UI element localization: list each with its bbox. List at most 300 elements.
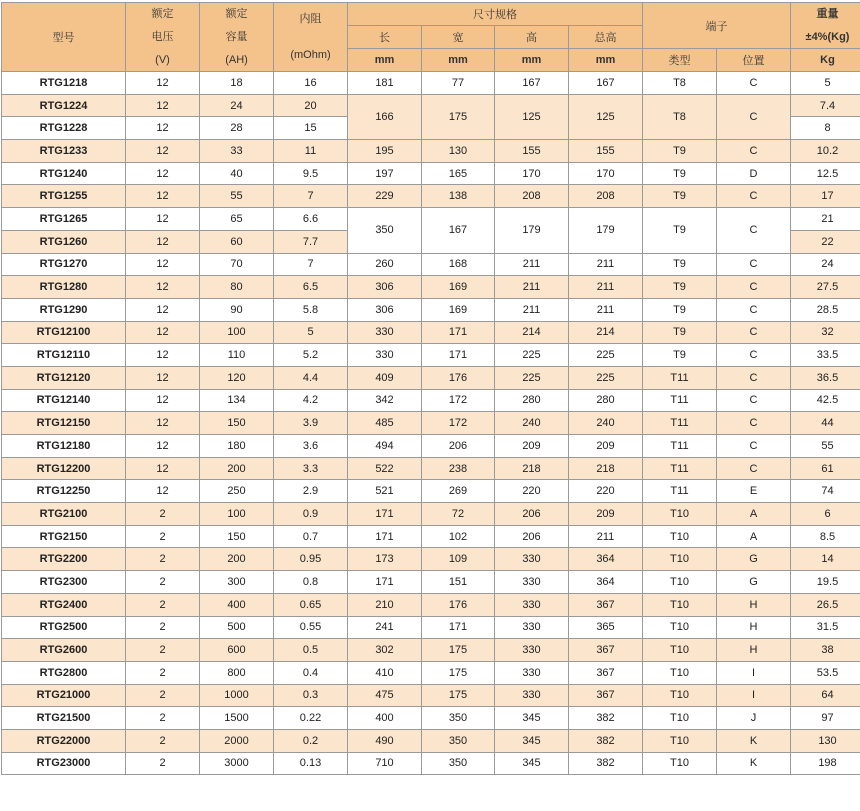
header-weight	[791, 3, 860, 49]
table-row	[2, 729, 860, 752]
table-row	[2, 253, 860, 276]
cell-capacity: 70	[200, 253, 274, 276]
cell-resistance: 15	[274, 117, 348, 140]
table-row	[2, 162, 860, 185]
cell-length: 241	[348, 616, 422, 639]
table-row	[2, 571, 860, 594]
cell-voltage: 12	[126, 389, 200, 412]
cell-height: 179	[495, 208, 569, 253]
cell-total-height: 365	[569, 616, 643, 639]
table-row	[2, 94, 860, 117]
cell-terminal-type: T10	[643, 707, 717, 730]
cell-total-height: 211	[569, 253, 643, 276]
cell-terminal-position: C	[717, 366, 791, 389]
cell-width: 167	[422, 208, 495, 253]
cell-terminal-type: T10	[643, 503, 717, 526]
header-resistance-label: 内阻	[274, 8, 347, 30]
table-row	[2, 321, 860, 344]
cell-resistance: 0.3	[274, 684, 348, 707]
cell-terminal-position: C	[717, 253, 791, 276]
cell-terminal-position: C	[717, 94, 791, 139]
cell-capacity: 2000	[200, 729, 274, 752]
cell-model: RTG2400	[2, 593, 126, 616]
cell-width: 238	[422, 457, 495, 480]
cell-voltage: 12	[126, 140, 200, 163]
cell-voltage: 12	[126, 117, 200, 140]
header-capacity-line1: 额定	[200, 3, 273, 25]
cell-width: 102	[422, 525, 495, 548]
cell-weight: 97	[791, 707, 860, 730]
cell-capacity: 28	[200, 117, 274, 140]
cell-height: 155	[495, 140, 569, 163]
cell-terminal-type: T11	[643, 389, 717, 412]
cell-total-height: 218	[569, 457, 643, 480]
cell-width: 269	[422, 480, 495, 503]
cell-voltage: 12	[126, 457, 200, 480]
cell-voltage: 12	[126, 366, 200, 389]
cell-model: RTG2500	[2, 616, 126, 639]
table-row	[2, 412, 860, 435]
cell-total-height: 155	[569, 140, 643, 163]
cell-height: 211	[495, 276, 569, 299]
cell-model: RTG2200	[2, 548, 126, 571]
cell-height: 345	[495, 707, 569, 730]
cell-terminal-type: T10	[643, 571, 717, 594]
cell-height: 330	[495, 639, 569, 662]
cell-terminal-type: T11	[643, 435, 717, 458]
cell-terminal-position: C	[717, 457, 791, 480]
cell-capacity: 134	[200, 389, 274, 412]
cell-terminal-position: C	[717, 140, 791, 163]
cell-voltage: 12	[126, 344, 200, 367]
cell-resistance: 3.6	[274, 435, 348, 458]
cell-width: 171	[422, 616, 495, 639]
cell-terminal-type: T9	[643, 208, 717, 253]
cell-resistance: 0.22	[274, 707, 348, 730]
cell-capacity: 500	[200, 616, 274, 639]
table-row	[2, 661, 860, 684]
cell-terminal-type: T11	[643, 480, 717, 503]
cell-length: 306	[348, 276, 422, 299]
cell-voltage: 12	[126, 276, 200, 299]
cell-resistance: 0.8	[274, 571, 348, 594]
cell-height: 330	[495, 548, 569, 571]
cell-voltage: 12	[126, 298, 200, 321]
table-row	[2, 548, 860, 571]
cell-total-height: 170	[569, 162, 643, 185]
cell-resistance: 16	[274, 72, 348, 95]
cell-resistance: 7	[274, 185, 348, 208]
table-header	[2, 3, 860, 72]
cell-width: 350	[422, 752, 495, 775]
cell-height: 211	[495, 253, 569, 276]
table-row	[2, 593, 860, 616]
cell-height: 170	[495, 162, 569, 185]
cell-voltage: 2	[126, 684, 200, 707]
cell-total-height: 179	[569, 208, 643, 253]
cell-capacity: 55	[200, 185, 274, 208]
cell-terminal-type: T9	[643, 321, 717, 344]
cell-total-height: 125	[569, 94, 643, 139]
cell-width: 172	[422, 412, 495, 435]
cell-width: 130	[422, 140, 495, 163]
cell-width: 350	[422, 707, 495, 730]
cell-width: 175	[422, 639, 495, 662]
cell-terminal-position: C	[717, 435, 791, 458]
header-width-unit: mm	[422, 49, 495, 72]
cell-model: RTG12140	[2, 389, 126, 412]
cell-weight: 64	[791, 684, 860, 707]
cell-terminal-type: T10	[643, 661, 717, 684]
header-weight-unit: Kg	[791, 49, 860, 72]
cell-width: 109	[422, 548, 495, 571]
header-weight-line1: 重量	[791, 3, 860, 25]
cell-voltage: 12	[126, 480, 200, 503]
cell-terminal-type: T11	[643, 412, 717, 435]
table-row	[2, 480, 860, 503]
cell-terminal-type: T9	[643, 140, 717, 163]
cell-model: RTG1224	[2, 94, 126, 117]
cell-resistance: 0.7	[274, 525, 348, 548]
cell-total-height: 367	[569, 593, 643, 616]
cell-weight: 53.5	[791, 661, 860, 684]
cell-terminal-type: T9	[643, 298, 717, 321]
cell-capacity: 80	[200, 276, 274, 299]
cell-weight: 7.4	[791, 94, 860, 117]
cell-length: 181	[348, 72, 422, 95]
table-row	[2, 72, 860, 95]
cell-model: RTG21000	[2, 684, 126, 707]
cell-width: 168	[422, 253, 495, 276]
cell-voltage: 2	[126, 639, 200, 662]
cell-model: RTG23000	[2, 752, 126, 775]
cell-capacity: 180	[200, 435, 274, 458]
cell-width: 138	[422, 185, 495, 208]
cell-resistance: 0.9	[274, 503, 348, 526]
cell-terminal-position: H	[717, 616, 791, 639]
cell-terminal-type: T8	[643, 94, 717, 139]
cell-width: 175	[422, 684, 495, 707]
table-row	[2, 639, 860, 662]
cell-capacity: 24	[200, 94, 274, 117]
cell-width: 151	[422, 571, 495, 594]
table-row	[2, 707, 860, 730]
cell-height: 167	[495, 72, 569, 95]
cell-height: 206	[495, 503, 569, 526]
cell-weight: 8	[791, 117, 860, 140]
cell-width: 176	[422, 366, 495, 389]
cell-voltage: 2	[126, 503, 200, 526]
cell-voltage: 12	[126, 162, 200, 185]
cell-resistance: 5	[274, 321, 348, 344]
header-resistance-unit: (mOhm)	[274, 44, 347, 66]
cell-length: 490	[348, 729, 422, 752]
cell-resistance: 2.9	[274, 480, 348, 503]
cell-model: RTG2600	[2, 639, 126, 662]
header-total-height-unit: mm	[569, 49, 643, 72]
cell-weight: 28.5	[791, 298, 860, 321]
cell-weight: 5	[791, 72, 860, 95]
header-length: 长	[348, 26, 422, 49]
cell-weight: 12.5	[791, 162, 860, 185]
cell-resistance: 4.2	[274, 389, 348, 412]
cell-weight: 26.5	[791, 593, 860, 616]
cell-resistance: 0.5	[274, 639, 348, 662]
cell-length: 306	[348, 298, 422, 321]
table-row	[2, 140, 860, 163]
cell-resistance: 9.5	[274, 162, 348, 185]
cell-weight: 42.5	[791, 389, 860, 412]
cell-voltage: 12	[126, 72, 200, 95]
cell-length: 410	[348, 661, 422, 684]
cell-model: RTG12150	[2, 412, 126, 435]
table-row	[2, 366, 860, 389]
cell-height: 209	[495, 435, 569, 458]
header-capacity-unit: (AH)	[200, 49, 273, 71]
cell-weight: 38	[791, 639, 860, 662]
cell-terminal-position: G	[717, 571, 791, 594]
header-dimensions: 尺寸规格	[348, 3, 643, 26]
cell-terminal-position: C	[717, 344, 791, 367]
cell-total-height: 220	[569, 480, 643, 503]
cell-height: 225	[495, 366, 569, 389]
cell-capacity: 150	[200, 412, 274, 435]
cell-voltage: 2	[126, 707, 200, 730]
cell-resistance: 0.13	[274, 752, 348, 775]
cell-terminal-type: T9	[643, 276, 717, 299]
cell-capacity: 33	[200, 140, 274, 163]
cell-model: RTG1233	[2, 140, 126, 163]
cell-height: 330	[495, 661, 569, 684]
cell-terminal-type: T10	[643, 729, 717, 752]
header-height: 高	[495, 26, 569, 49]
cell-height: 280	[495, 389, 569, 412]
cell-terminal-position: H	[717, 639, 791, 662]
cell-model: RTG22000	[2, 729, 126, 752]
cell-capacity: 110	[200, 344, 274, 367]
cell-terminal-position: C	[717, 185, 791, 208]
cell-width: 175	[422, 94, 495, 139]
header-terminal-type: 类型	[643, 49, 717, 72]
cell-model: RTG12110	[2, 344, 126, 367]
cell-terminal-type: T9	[643, 162, 717, 185]
cell-voltage: 12	[126, 412, 200, 435]
cell-width: 171	[422, 344, 495, 367]
table-row	[2, 752, 860, 775]
table-row	[2, 298, 860, 321]
cell-resistance: 20	[274, 94, 348, 117]
cell-model: RTG1228	[2, 117, 126, 140]
cell-length: 521	[348, 480, 422, 503]
cell-height: 330	[495, 684, 569, 707]
cell-weight: 14	[791, 548, 860, 571]
cell-width: 72	[422, 503, 495, 526]
cell-model: RTG12180	[2, 435, 126, 458]
cell-model: RTG1270	[2, 253, 126, 276]
cell-model: RTG1290	[2, 298, 126, 321]
cell-model: RTG12100	[2, 321, 126, 344]
table-row	[2, 389, 860, 412]
cell-resistance: 7.7	[274, 230, 348, 253]
cell-height: 125	[495, 94, 569, 139]
cell-length: 229	[348, 185, 422, 208]
cell-resistance: 11	[274, 140, 348, 163]
cell-total-height: 382	[569, 752, 643, 775]
table-row	[2, 435, 860, 458]
cell-resistance: 7	[274, 253, 348, 276]
cell-terminal-position: C	[717, 72, 791, 95]
cell-length: 171	[348, 503, 422, 526]
header-weight-line2: ±4%(Kg)	[791, 26, 860, 48]
cell-voltage: 12	[126, 435, 200, 458]
cell-capacity: 100	[200, 321, 274, 344]
cell-total-height: 208	[569, 185, 643, 208]
cell-voltage: 2	[126, 525, 200, 548]
cell-voltage: 2	[126, 661, 200, 684]
cell-capacity: 600	[200, 639, 274, 662]
cell-length: 197	[348, 162, 422, 185]
cell-terminal-position: E	[717, 480, 791, 503]
cell-capacity: 1000	[200, 684, 274, 707]
cell-total-height: 214	[569, 321, 643, 344]
cell-weight: 21	[791, 208, 860, 231]
header-capacity-line2: 容量	[200, 26, 273, 48]
cell-length: 475	[348, 684, 422, 707]
cell-length: 195	[348, 140, 422, 163]
cell-terminal-type: T10	[643, 593, 717, 616]
header-terminal-position: 位置	[717, 49, 791, 72]
cell-terminal-type: T10	[643, 639, 717, 662]
cell-terminal-position: C	[717, 298, 791, 321]
cell-model: RTG12120	[2, 366, 126, 389]
header-voltage-line1: 额定	[126, 3, 199, 25]
cell-resistance: 6.5	[274, 276, 348, 299]
cell-length: 350	[348, 208, 422, 253]
cell-terminal-type: T10	[643, 752, 717, 775]
header-height-unit: mm	[495, 49, 569, 72]
cell-capacity: 3000	[200, 752, 274, 775]
cell-total-height: 240	[569, 412, 643, 435]
cell-resistance: 3.9	[274, 412, 348, 435]
cell-length: 494	[348, 435, 422, 458]
header-resistance	[274, 3, 348, 72]
cell-resistance: 0.2	[274, 729, 348, 752]
cell-voltage: 12	[126, 185, 200, 208]
cell-terminal-type: T9	[643, 253, 717, 276]
cell-width: 350	[422, 729, 495, 752]
table-row	[2, 185, 860, 208]
cell-height: 330	[495, 593, 569, 616]
cell-capacity: 90	[200, 298, 274, 321]
cell-voltage: 12	[126, 321, 200, 344]
cell-terminal-type: T10	[643, 548, 717, 571]
cell-length: 409	[348, 366, 422, 389]
table-row	[2, 503, 860, 526]
cell-length: 171	[348, 525, 422, 548]
header-voltage	[126, 3, 200, 72]
cell-height: 218	[495, 457, 569, 480]
cell-weight: 55	[791, 435, 860, 458]
cell-model: RTG2150	[2, 525, 126, 548]
cell-length: 522	[348, 457, 422, 480]
cell-weight: 31.5	[791, 616, 860, 639]
cell-capacity: 400	[200, 593, 274, 616]
cell-weight: 10.2	[791, 140, 860, 163]
cell-width: 169	[422, 298, 495, 321]
cell-capacity: 1500	[200, 707, 274, 730]
cell-total-height: 382	[569, 707, 643, 730]
cell-weight: 32	[791, 321, 860, 344]
cell-weight: 61	[791, 457, 860, 480]
cell-weight: 27.5	[791, 276, 860, 299]
cell-model: RTG1255	[2, 185, 126, 208]
cell-model: RTG2100	[2, 503, 126, 526]
cell-length: 485	[348, 412, 422, 435]
cell-capacity: 250	[200, 480, 274, 503]
cell-terminal-type: T11	[643, 457, 717, 480]
cell-height: 214	[495, 321, 569, 344]
table-row	[2, 276, 860, 299]
cell-terminal-type: T11	[643, 366, 717, 389]
cell-capacity: 120	[200, 366, 274, 389]
cell-terminal-type: T9	[643, 185, 717, 208]
cell-width: 176	[422, 593, 495, 616]
cell-model: RTG1260	[2, 230, 126, 253]
cell-capacity: 200	[200, 457, 274, 480]
cell-terminal-position: I	[717, 684, 791, 707]
cell-weight: 198	[791, 752, 860, 775]
header-width: 宽	[422, 26, 495, 49]
cell-model: RTG2300	[2, 571, 126, 594]
cell-weight: 6	[791, 503, 860, 526]
cell-total-height: 367	[569, 639, 643, 662]
cell-model: RTG2800	[2, 661, 126, 684]
cell-length: 342	[348, 389, 422, 412]
cell-height: 240	[495, 412, 569, 435]
cell-weight: 17	[791, 185, 860, 208]
header-terminal: 端子	[643, 3, 791, 49]
cell-height: 220	[495, 480, 569, 503]
header-voltage-unit: (V)	[126, 49, 199, 71]
cell-height: 330	[495, 616, 569, 639]
cell-voltage: 2	[126, 616, 200, 639]
cell-width: 171	[422, 321, 495, 344]
cell-terminal-type: T8	[643, 72, 717, 95]
cell-capacity: 200	[200, 548, 274, 571]
cell-total-height: 167	[569, 72, 643, 95]
cell-terminal-position: K	[717, 752, 791, 775]
table-body	[2, 72, 860, 775]
cell-model: RTG12200	[2, 457, 126, 480]
cell-terminal-position: C	[717, 389, 791, 412]
cell-model: RTG1280	[2, 276, 126, 299]
cell-width: 206	[422, 435, 495, 458]
cell-resistance: 0.55	[274, 616, 348, 639]
cell-resistance: 0.4	[274, 661, 348, 684]
cell-total-height: 211	[569, 298, 643, 321]
cell-total-height: 211	[569, 276, 643, 299]
cell-resistance: 5.2	[274, 344, 348, 367]
cell-length: 330	[348, 321, 422, 344]
cell-total-height: 280	[569, 389, 643, 412]
cell-capacity: 300	[200, 571, 274, 594]
cell-terminal-type: T10	[643, 684, 717, 707]
cell-length: 210	[348, 593, 422, 616]
table-row	[2, 457, 860, 480]
cell-capacity: 100	[200, 503, 274, 526]
cell-height: 330	[495, 571, 569, 594]
cell-total-height: 209	[569, 503, 643, 526]
